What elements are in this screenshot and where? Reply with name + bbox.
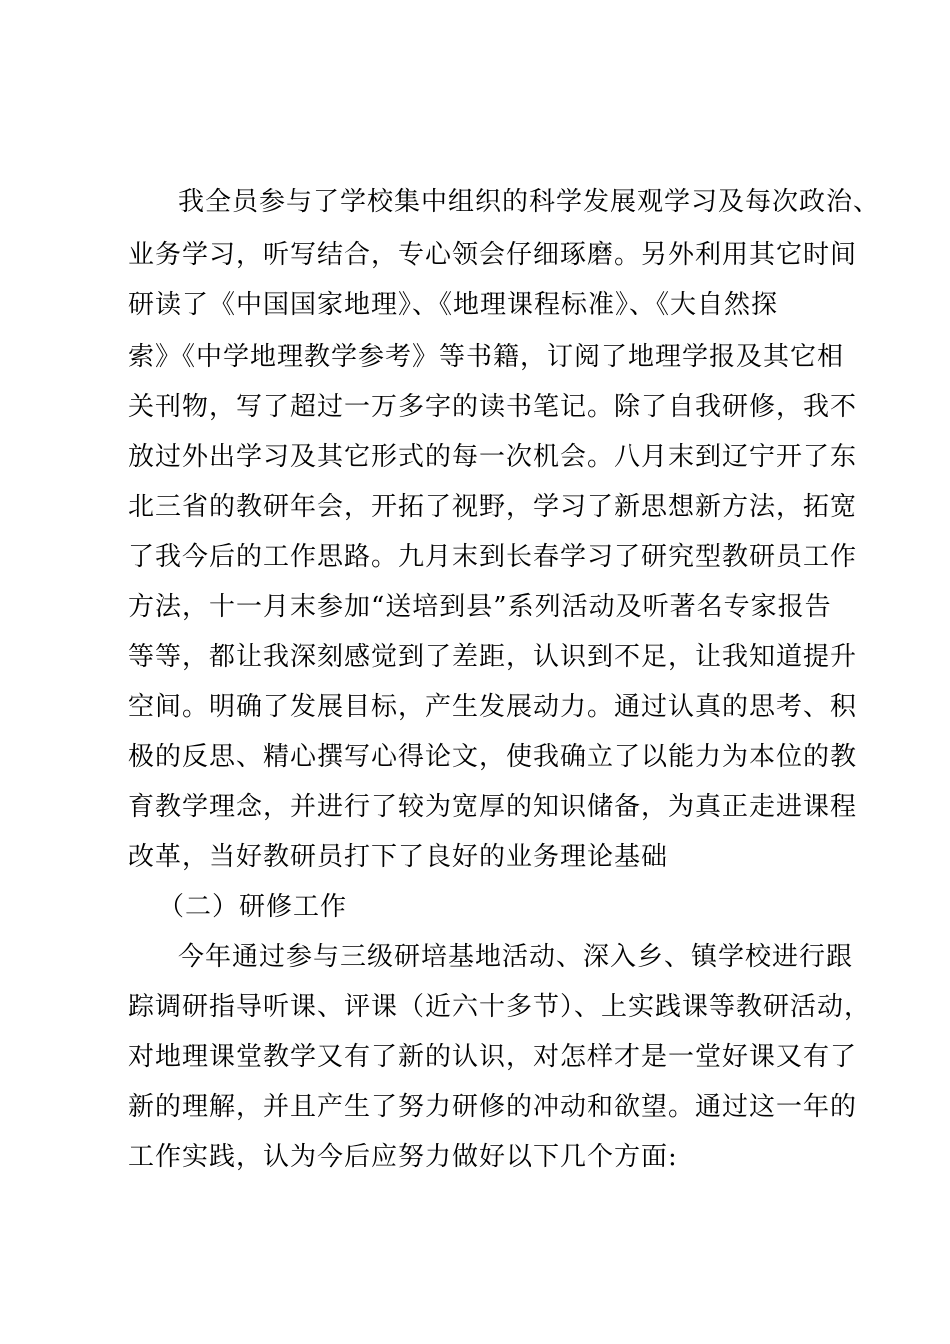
- paragraph-1-line-1: 我全员参与了学校集中组织的科学发展观学习及每次政治、: [178, 187, 881, 217]
- paragraph-1-line-5: 关刊物，写了超过一万多字的读书笔记。除了自我研修，我不: [128, 392, 858, 422]
- paragraph-2-line-1: 今年通过参与三级研培基地活动、深入乡、镇学校进行跟: [178, 942, 854, 972]
- paragraph-1-line-3: 研读了《中国国家地理》、《地理课程标准》、《大自然探: [128, 290, 779, 320]
- paragraph-1-line-7: 北三省的教研年会，开拓了视野，学习了新思想新方法，拓宽: [128, 492, 858, 522]
- paragraph-2-line-2: 踪调研指导听课、评课（近六十多节）、上实践课等教研活动，: [128, 992, 872, 1022]
- paragraph-2-line-3: 对地理课堂教学又有了新的认识，对怎样才是一堂好课又有了: [128, 1042, 858, 1072]
- section-heading: （二）研修工作: [158, 892, 348, 922]
- paragraph-2-line-5: 工作实践，认为今后应努力做好以下几个方面:: [128, 1142, 678, 1172]
- paragraph-1-line-9: 方法，十一月末参加“送培到县”系列活动及听著名专家报告: [128, 592, 832, 622]
- paragraph-1-line-8: 了我今后的工作思路。九月末到长春学习了研究型教研员工作: [128, 542, 858, 572]
- paragraph-1-line-14: 改革，当好教研员打下了良好的业务理论基础: [128, 842, 669, 872]
- paragraph-2-line-4: 新的理解，并且产生了努力研修的冲动和欲望。通过这一年的: [128, 1092, 858, 1122]
- paragraph-1-line-6: 放过外出学习及其它形式的每一次机会。八月末到辽宁开了东: [128, 442, 858, 472]
- paragraph-1-line-12: 极的反思、精心撰写心得论文，使我确立了以能力为本位的教: [128, 742, 858, 772]
- paragraph-1-line-2: 业务学习，听写结合，专心领会仔细琢磨。另外利用其它时间: [128, 240, 858, 270]
- paragraph-1-line-10: 等等，都让我深刻感觉到了差距，认识到不足，让我知道提升: [128, 642, 858, 672]
- paragraph-1-line-13: 育教学理念，并进行了较为宽厚的知识储备，为真正走进课程: [128, 792, 858, 822]
- paragraph-1-line-11: 空间。明确了发展目标，产生发展动力。通过认真的思考、积: [128, 692, 858, 722]
- paragraph-1-line-4: 索》《中学地理教学参考》等书籍，订阅了地理学报及其它相: [128, 342, 845, 372]
